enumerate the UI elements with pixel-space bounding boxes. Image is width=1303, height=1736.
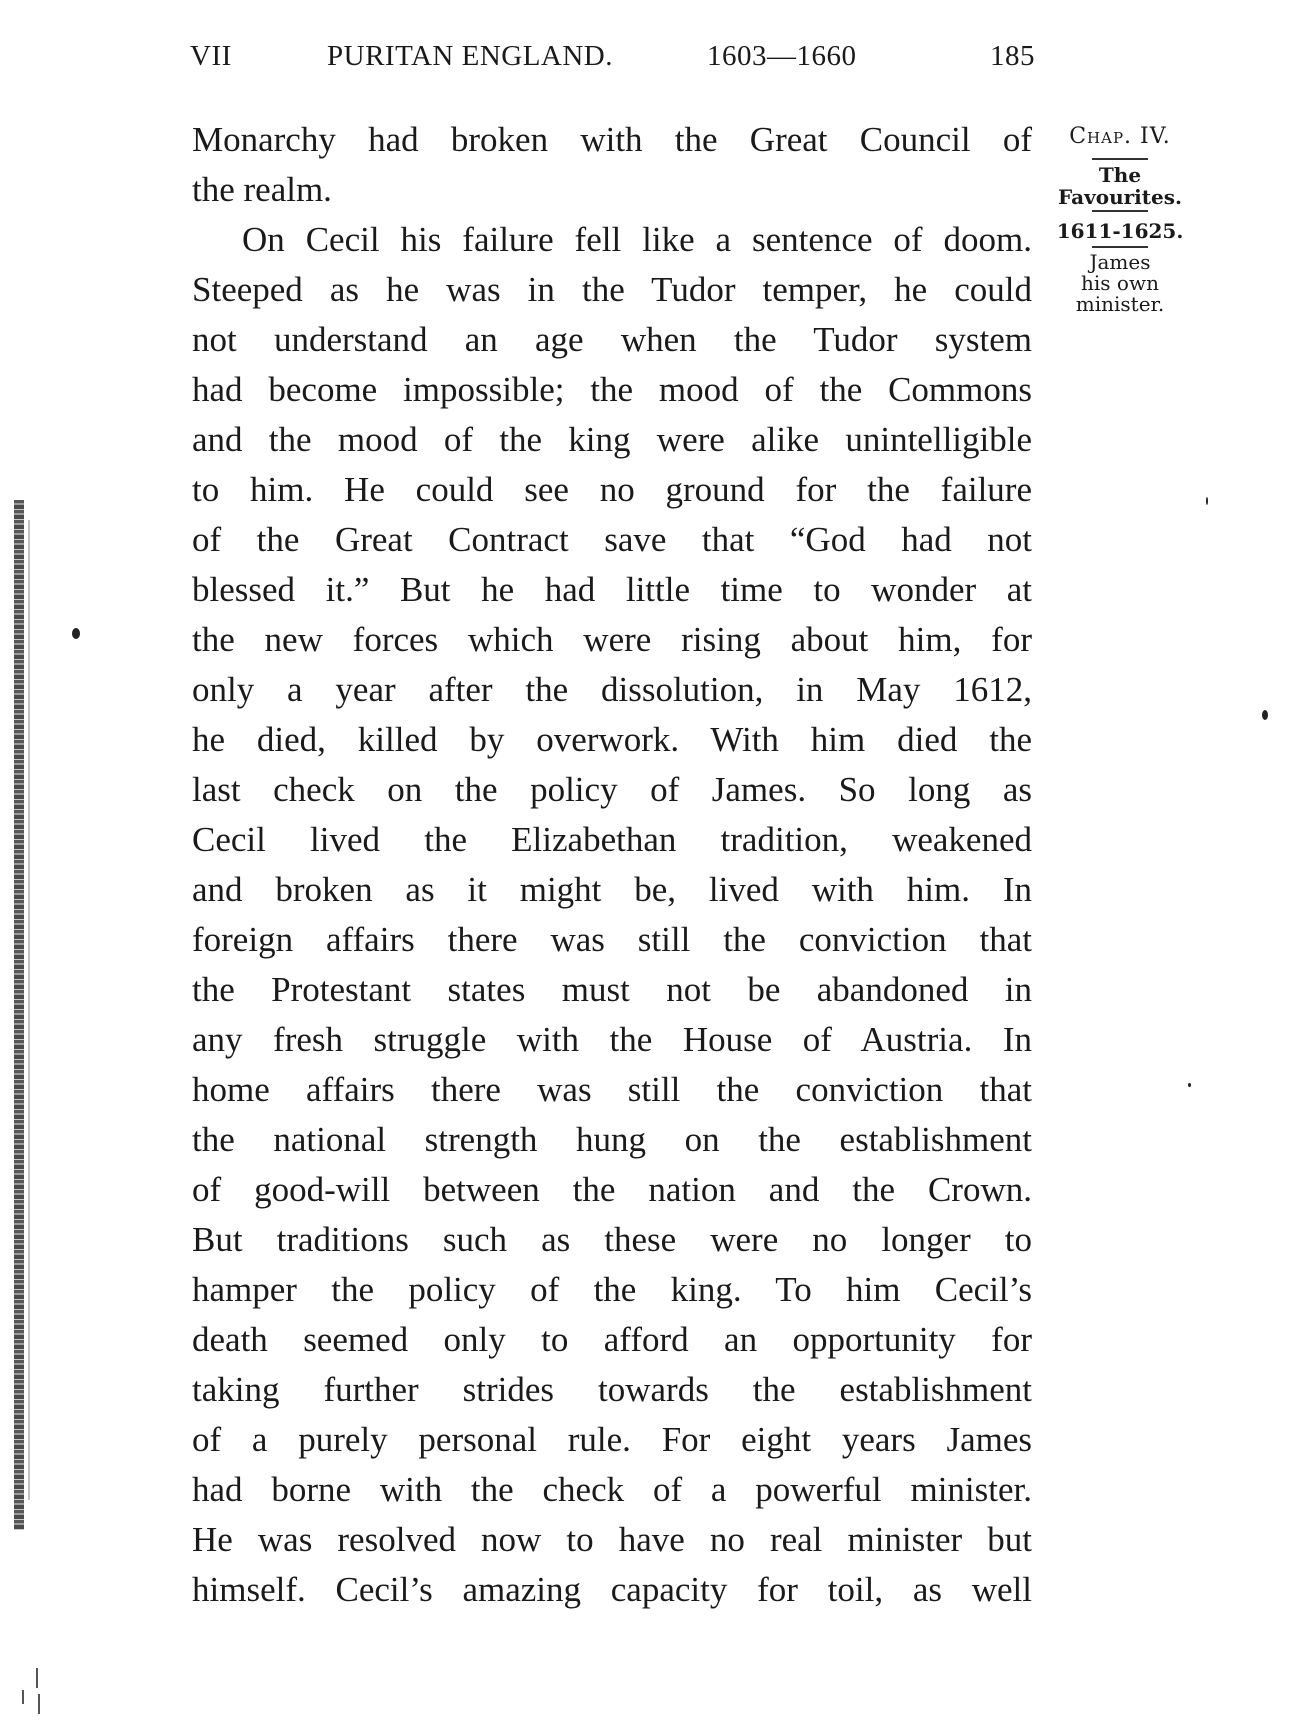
text-line: Cecil lived the Elizabethan tradition, weakened [192,820,1032,859]
text-line: Monarchy had broken with the Great Council of [192,120,1032,159]
text-line: of the Great Contract save that “God had not [192,520,1032,559]
text-line: last check on the policy of James. So long as [192,770,1032,809]
text-line: foreign affairs there was still the conviction that [192,920,1032,959]
margin-rule [1092,210,1148,212]
text-line: of good-will between the nation and the Crown. [192,1170,1032,1209]
running-head-dates: 1603—1660 [707,40,857,72]
running-head-title: PURITAN ENGLAND. [327,40,613,72]
scan-mark [22,1690,24,1704]
text-line: He was resolved now to have no real minister but [192,1520,1032,1559]
scanned-binding-edge [14,500,24,1530]
text-line: the new forces which were rising about him, for [192,620,1032,659]
text-line: and the mood of the king were alike unintelligible [192,420,1032,459]
scanned-binding-shadow [28,520,30,1500]
text-line: Steeped as he was in the Tudor temper, he could [192,270,1032,309]
ink-speck [1262,710,1268,720]
text-line: had borne with the check of a powerful minister. [192,1470,1032,1509]
margin-rule [1092,246,1148,248]
running-head-chapter: VII [190,40,232,72]
text-line: the national strength hung on the establishment [192,1120,1032,1159]
ink-speck [1188,1083,1191,1087]
text-line: home affairs there was still the conviction that [192,1070,1032,1109]
margin-sidenote-line: James [1089,250,1151,274]
text-line: taking further strides towards the establishment [192,1370,1032,1409]
text-line: hamper the policy of the king. To him Cecil’s [192,1270,1032,1309]
page-number: 185 [990,40,1035,72]
text-line: and broken as it might be, lived with him. In [192,870,1032,909]
ink-speck [1206,497,1208,505]
scan-mark [36,1668,38,1688]
margin-dates: 1611-1625. [1056,219,1184,243]
text-line: not understand an age when the Tudor system [192,320,1032,359]
text-line: death seemed only to afford an opportunity for [192,1320,1032,1359]
text-line: himself. Cecil’s amazing capacity for toil, as well [192,1570,1032,1609]
text-line: only a year after the dissolution, in May 1612, [192,670,1032,709]
text-line: blessed it.” But he had little time to wonder at [192,570,1032,609]
running-head [190,40,1035,80]
margin-sidenote-line: his own [1081,271,1159,295]
margin-sidenote [1045,252,1195,315]
text-line: of a purely personal rule. For eight years James [192,1420,1032,1459]
margin-rule [1092,158,1148,160]
margin-topic-line: Favourites. [1058,185,1182,209]
margin-sidenote-line: minister. [1075,292,1165,316]
text-line: any fresh struggle with the House of Austria. In [192,1020,1032,1059]
text-line: the realm. [192,170,332,209]
margin-topic-line: The [1098,163,1142,187]
margin-chapter-label: Chap. IV. [1069,124,1171,149]
text-line: But traditions such as these were no longer to [192,1220,1032,1259]
text-line: had become impossible; the mood of the Commons [192,370,1032,409]
text-line: the Protestant states must not be abandoned in [192,970,1032,1009]
body-text [192,115,1032,1615]
margin-notes [1045,118,1195,315]
text-line: he died, killed by overwork. With him died the [192,720,1032,759]
text-line: On Cecil his failure fell like a sentence of doom. [242,220,1032,259]
ink-speck [72,628,80,639]
margin-topic [1045,164,1195,208]
scan-mark [38,1694,40,1714]
text-line: to him. He could see no ground for the failure [192,470,1032,509]
